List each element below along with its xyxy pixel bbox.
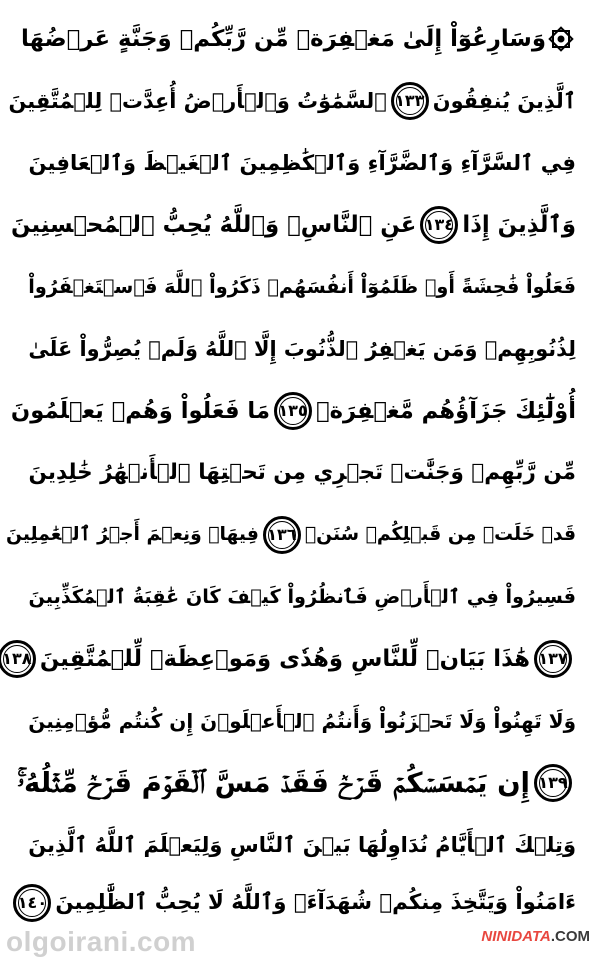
verse-text: فَعَلُواْ فَٰحِشَةً أَوۡ ظَلَمُوٓاْ أَنفُسَهُمۡ ذَكَرُواْ ٱللَّهَ فَٱسۡتَغۡفَرُواْ [28,275,576,298]
ayah-number-marker: ١٣٨ [0,640,36,678]
text-line-10 [28,566,576,628]
watermark-ninidata [481,928,590,945]
verse-text: فِيهَاۚ وَنِعۡمَ أَجۡرُ ٱلۡعَٰمِلِينَ [5,524,259,545]
verse-text: لِذُنُوبِهِمۡ وَمَن يَغۡفِرُ ٱلذُّنُوبَ إِلَّا ٱللَّهُ وَلَمۡ يُصِرُّواْ عَلَىٰ [28,337,576,361]
verse-text: فَسِيرُواْ فِي ٱلۡأَرۡضِ فَٱنظُرُواْ كَيۡفَ كَانَ عَٰقِبَةُ ٱلۡمُكَذِّبِينَ [28,585,576,608]
text-line-12 [28,690,576,752]
verse-text: إِن يَمۡسَسۡكُمۡ قَرۡحٞ فَقَدۡ مَسَّ ٱلۡقَوۡمَ قَرۡحٞ مِّثۡلُهُۥۚ [17,767,530,799]
verse-text: وَتِلۡكَ ٱلۡأَيَّامُ نُدَاوِلُهَا بَيۡنَ ٱلنَّاسِ وَلِيَعۡلَمَ ٱللَّهُ ٱلَّذِينَ [28,833,576,857]
text-line-5 [28,256,576,318]
text-line-9 [5,504,576,566]
text-line-13 [17,752,576,814]
text-line-3 [28,132,576,194]
text-line-2 [8,70,576,132]
ayah-number-marker: ١٣٤ [420,206,458,244]
watermark-brand: NINIDATA [481,928,551,945]
verse-text: قَدۡ خَلَتۡ مِن قَبۡلِكُمۡ سُنَنٞ [304,524,576,545]
text-line-8 [28,442,576,504]
rub-el-hizb-icon [546,24,576,54]
ayah-number-marker: ١٣٦ [263,516,301,554]
watermark-tld: .COM [550,928,590,945]
verse-text: مَا فَعَلُواْ وَهُمۡ يَعۡلَمُونَ [10,398,270,424]
text-line-11 [2,628,576,690]
ayah-number-marker: ١٣٧ [534,640,572,678]
verse-text: أُوْلَٰٓئِكَ جَزَآؤُهُم مَّغۡفِرَةٞ [315,398,576,424]
quran-text-block [2,0,576,930]
watermark-olgoirani: olgoirani.com [6,926,197,957]
ayah-number-marker: ١٣٩ [534,764,572,802]
ayah-number-marker: ١٣٥ [274,392,312,430]
verse-text: ءَامَنُواْ وَيَتَّخِذَ مِنكُمۡ شُهَدَآءَۗ وَٱللَّهُ لَا يُحِبُّ ٱلظَّٰلِمِينَ [55,890,576,915]
verse-text: وَٱلَّذِينَ إِذَا [462,212,576,238]
verse-text: عَنِ ٱلنَّاسِۗ وَٱللَّهُ يُحِبُّ ٱلۡمُحۡسِنِينَ [11,212,417,238]
verse-text: هَٰذَا بَيَانٞ لِّلنَّاسِ وَهُدٗى وَمَوۡعِظَةٞ لِّلۡمُتَّقِينَ [39,646,530,672]
text-line-4 [11,194,576,256]
ayah-number-marker: ١٤٠ [13,884,51,922]
text-line-1 [21,8,576,70]
verse-text: وَلَا تَهِنُواْ وَلَا تَحۡزَنُواْ وَأَنتُمُ ٱلۡأَعۡلَوۡنَ إِن كُنتُم مُّؤۡمِنِينَ [28,709,576,733]
verse-text: ٱلسَّمَٰوَٰتُ وَٱلۡأَرۡضُ أُعِدَّتۡ لِلۡمُتَّقِينَ [8,89,387,113]
verse-text: مِّن رَّبِّهِمۡ وَجَنَّٰتٞ تَجۡرِي مِن تَحۡتِهَا ٱلۡأَنۡهَٰرُ خَٰلِدِينَ [28,460,576,485]
ayah-number-marker: ١٣٣ [391,82,429,120]
verse-text: وَسَارِعُوٓاْ إِلَىٰ مَغۡفِرَةٖ مِّن رَّبِّكُمۡ وَجَنَّةٍ عَرۡضُهَا [21,26,546,52]
verse-text: فِي ٱلسَّرَّآءِ وَٱلضَّرَّآءِ وَٱلۡكَٰظِمِينَ ٱلۡغَيۡظَ وَٱلۡعَافِينَ [28,150,576,175]
text-line-7 [10,380,576,442]
verse-text: ٱلَّذِينَ يُنفِقُونَ [432,89,576,113]
text-line-14 [28,814,576,876]
text-line-15 [17,872,576,934]
text-line-6 [28,318,576,380]
